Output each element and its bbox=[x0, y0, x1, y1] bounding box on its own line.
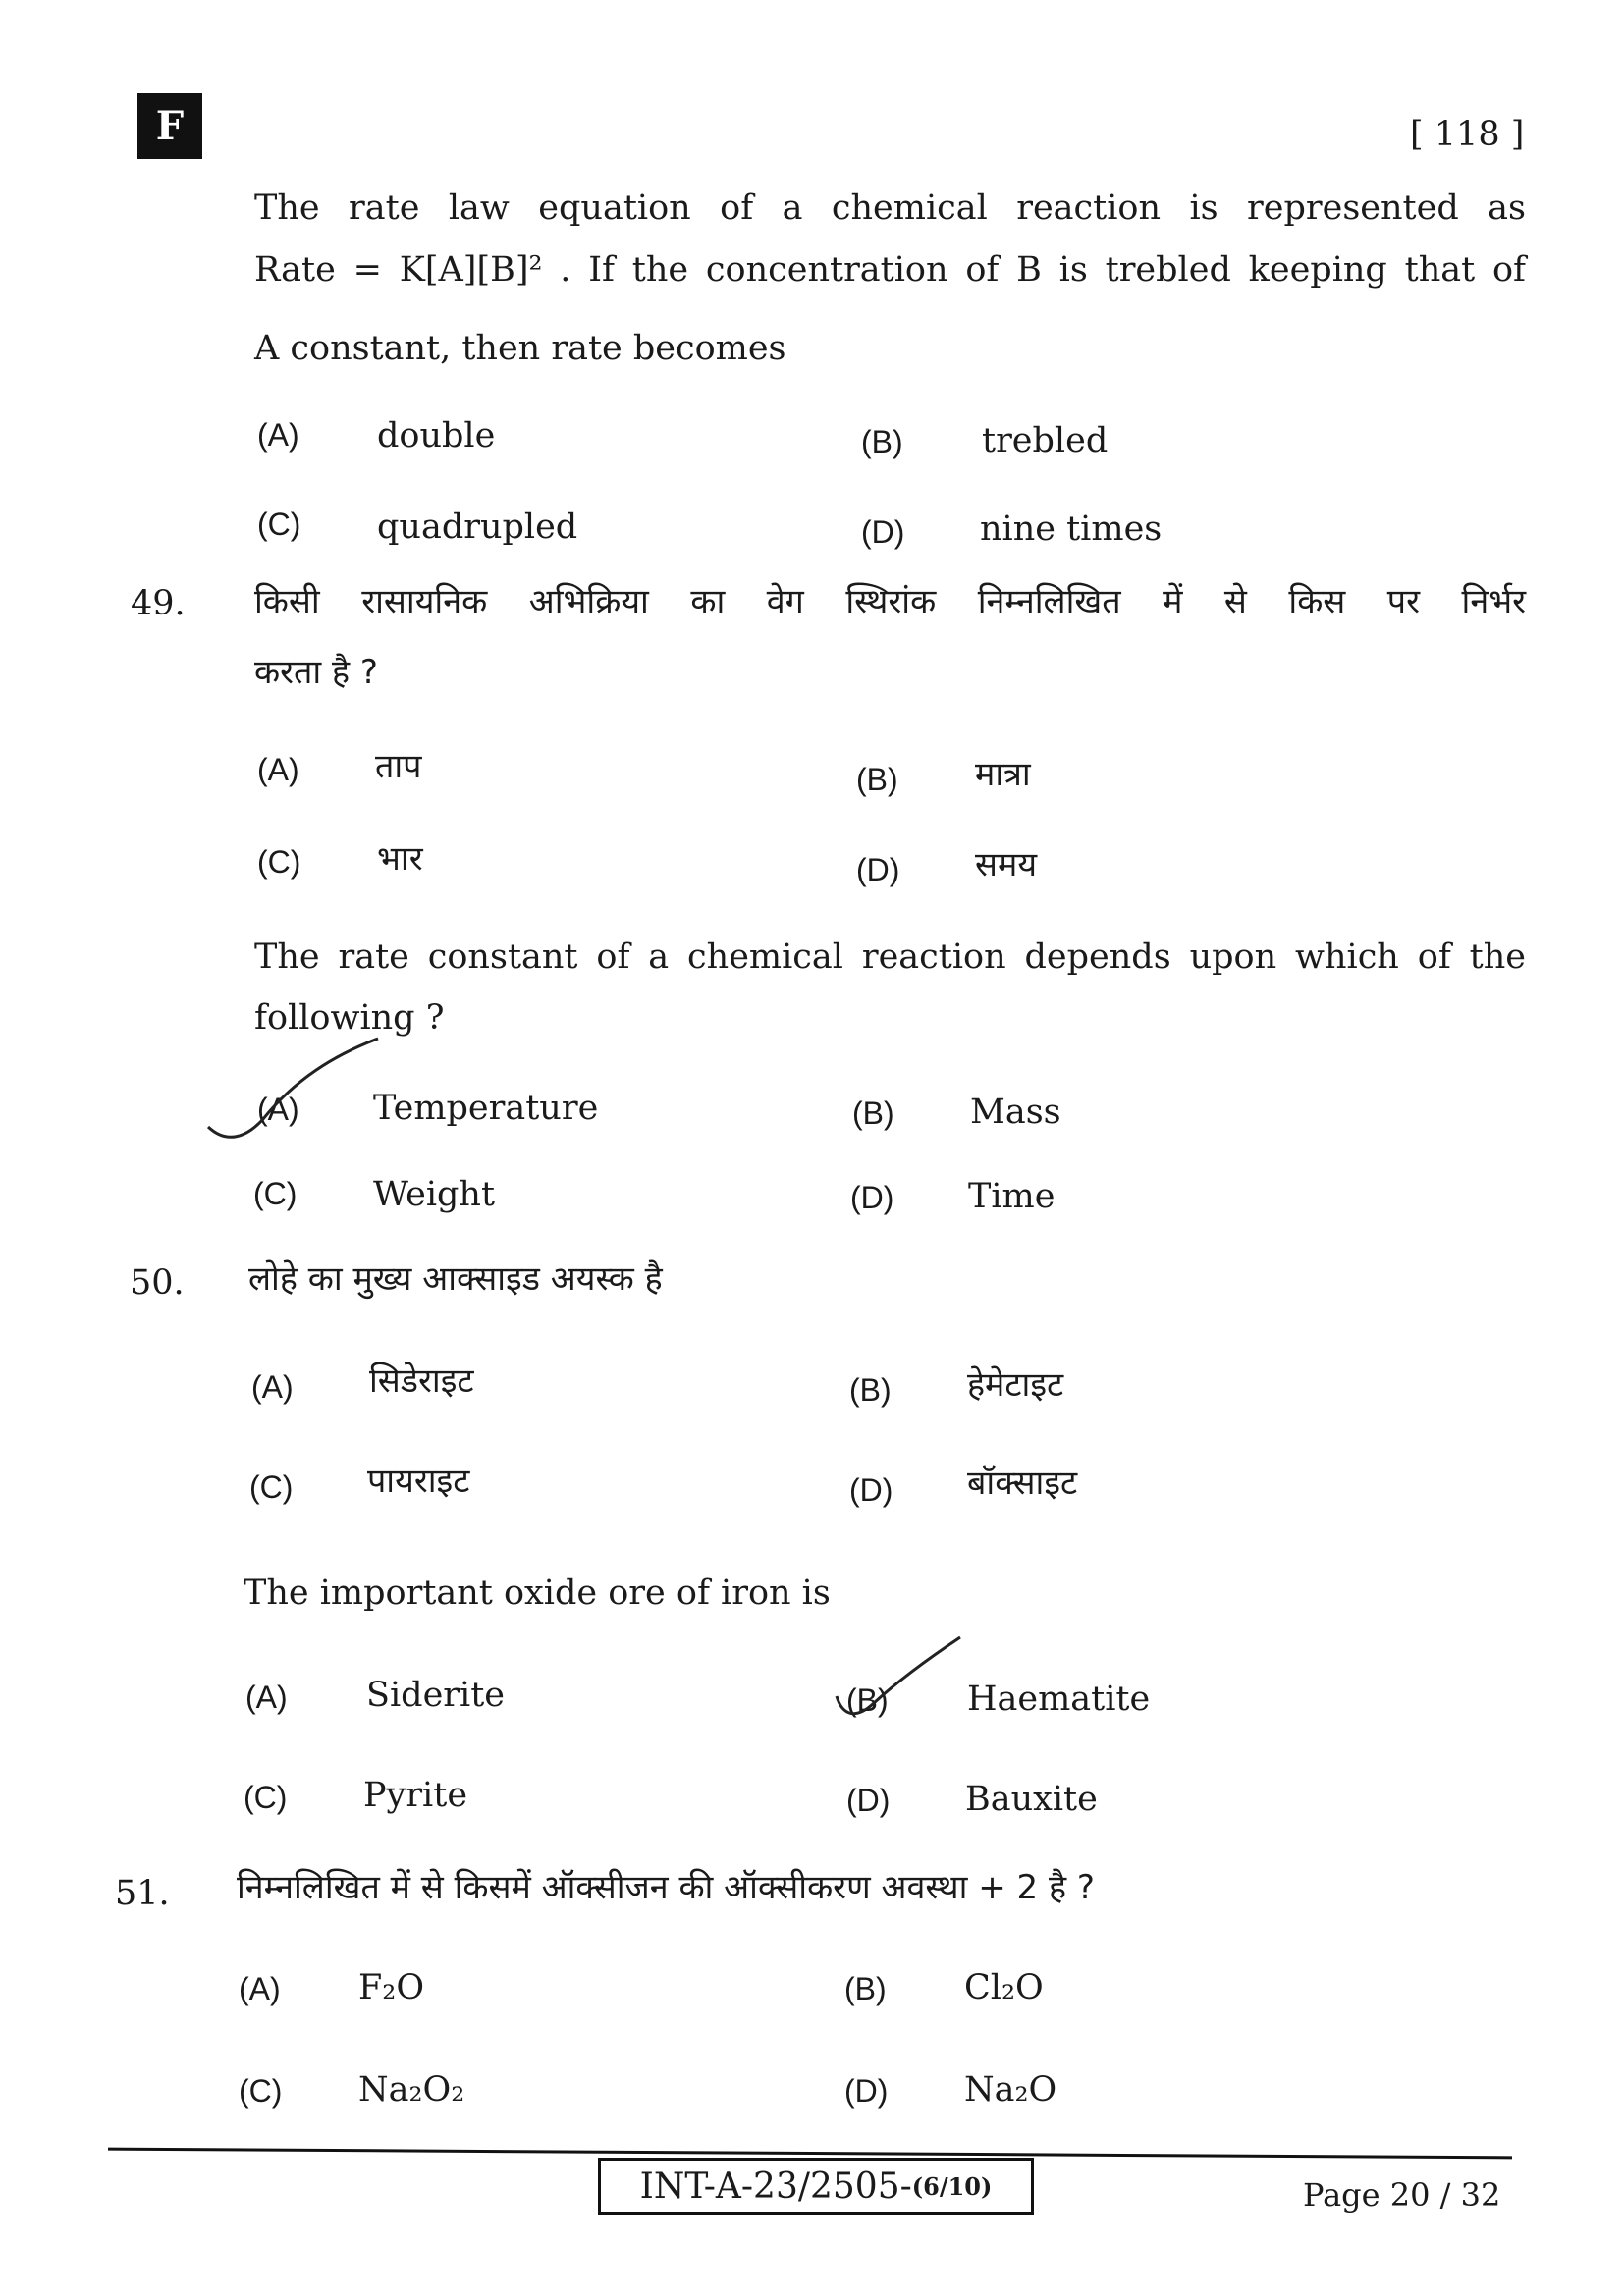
question-text-hindi: लोहे का मुख्य आक्साइड अयस्क है bbox=[248, 1259, 663, 1299]
question-number: 50. bbox=[130, 1263, 185, 1303]
option-label: (C) bbox=[244, 1780, 288, 1815]
option-label: (A) bbox=[257, 1092, 299, 1127]
option-label: (D) bbox=[844, 2073, 889, 2109]
option-text: ताप bbox=[375, 747, 422, 786]
option-label: (D) bbox=[850, 1180, 894, 1215]
option-label: (B) bbox=[861, 424, 903, 459]
option-label: (A) bbox=[257, 752, 299, 787]
page-number: Page 20 / 32 bbox=[1303, 2176, 1501, 2214]
option-text: Weight bbox=[373, 1175, 496, 1214]
option-label: (D) bbox=[861, 514, 905, 550]
option-label: (D) bbox=[856, 852, 900, 887]
option-text: सिडेराइट bbox=[369, 1362, 474, 1401]
option-label: (C) bbox=[257, 507, 301, 542]
option-text: Na₂O₂ bbox=[358, 2070, 465, 2109]
question-text-line: The rate law equation of a chemical reaction is represented as bbox=[254, 188, 1526, 228]
option-text: double bbox=[377, 416, 496, 455]
option-label: (B) bbox=[852, 1095, 894, 1131]
option-text: Pyrite bbox=[363, 1776, 468, 1815]
option-text: समय bbox=[975, 845, 1038, 884]
option-text: हेमेटाइट bbox=[967, 1365, 1064, 1405]
paper-code-suffix: (6/10) bbox=[911, 2171, 993, 2201]
option-label: (C) bbox=[239, 2073, 283, 2109]
question-number: 49. bbox=[131, 584, 186, 623]
option-text: F₂O bbox=[358, 1968, 425, 2007]
question-text-line: The rate constant of a chemical reaction depends upon which of the bbox=[254, 937, 1526, 977]
option-label: (A) bbox=[245, 1680, 288, 1715]
option-label: (C) bbox=[257, 844, 301, 880]
question-text-hindi: करता है ? bbox=[254, 653, 378, 692]
option-text: Na₂O bbox=[964, 2070, 1057, 2109]
set-code-badge: F bbox=[137, 93, 202, 159]
option-label: (D) bbox=[849, 1472, 893, 1508]
option-text: quadrupled bbox=[377, 507, 578, 547]
option-text: Siderite bbox=[366, 1676, 505, 1715]
option-text: Bauxite bbox=[965, 1780, 1098, 1819]
option-label: (B) bbox=[856, 762, 898, 797]
option-text: nine times bbox=[980, 509, 1163, 549]
option-label: (C) bbox=[249, 1469, 294, 1505]
paper-code-box bbox=[598, 2158, 1034, 2215]
option-text: Time bbox=[968, 1177, 1056, 1216]
paper-code: INT-A-23/2505- bbox=[639, 2165, 912, 2207]
option-label: (B) bbox=[846, 1682, 889, 1718]
option-text: भार bbox=[377, 839, 423, 879]
option-text: Haematite bbox=[967, 1680, 1151, 1719]
option-label: (B) bbox=[844, 1971, 887, 2006]
option-text: Cl₂O bbox=[964, 1968, 1044, 2007]
option-label: (A) bbox=[239, 1971, 281, 2006]
question-text-line: following ? bbox=[254, 998, 445, 1038]
question-text-hindi: निम्नलिखित में से किसमें ऑक्सीजन की ऑक्सीकरण अवस्था + 2 है ? bbox=[237, 1868, 1095, 1907]
question-number: 51. bbox=[115, 1874, 170, 1913]
option-text: trebled bbox=[982, 421, 1109, 460]
option-text: Temperature bbox=[373, 1089, 599, 1128]
question-text-line: The important oxide ore of iron is bbox=[244, 1574, 831, 1613]
question-text-line: Rate = K[A][B]² . If the concentration of B is trebled keeping that of bbox=[254, 250, 1526, 290]
option-label: (C) bbox=[253, 1176, 298, 1211]
option-label: (B) bbox=[849, 1372, 892, 1408]
option-text: मात्रा bbox=[975, 755, 1031, 794]
question-text-line: A constant, then rate becomes bbox=[254, 329, 786, 368]
question-text-hindi: किसी रासायनिक अभिक्रिया का वेग स्थिरांक निम्नलिखित में से किस पर निर्भर bbox=[254, 582, 1526, 621]
option-text: Mass bbox=[970, 1093, 1061, 1132]
option-label: (A) bbox=[251, 1369, 294, 1405]
option-label: (A) bbox=[257, 417, 299, 453]
option-label: (D) bbox=[846, 1783, 891, 1818]
page-marker: [ 118 ] bbox=[1410, 115, 1525, 154]
option-text: पायराइट bbox=[367, 1462, 470, 1501]
option-text: बॉक्साइट bbox=[967, 1464, 1078, 1503]
